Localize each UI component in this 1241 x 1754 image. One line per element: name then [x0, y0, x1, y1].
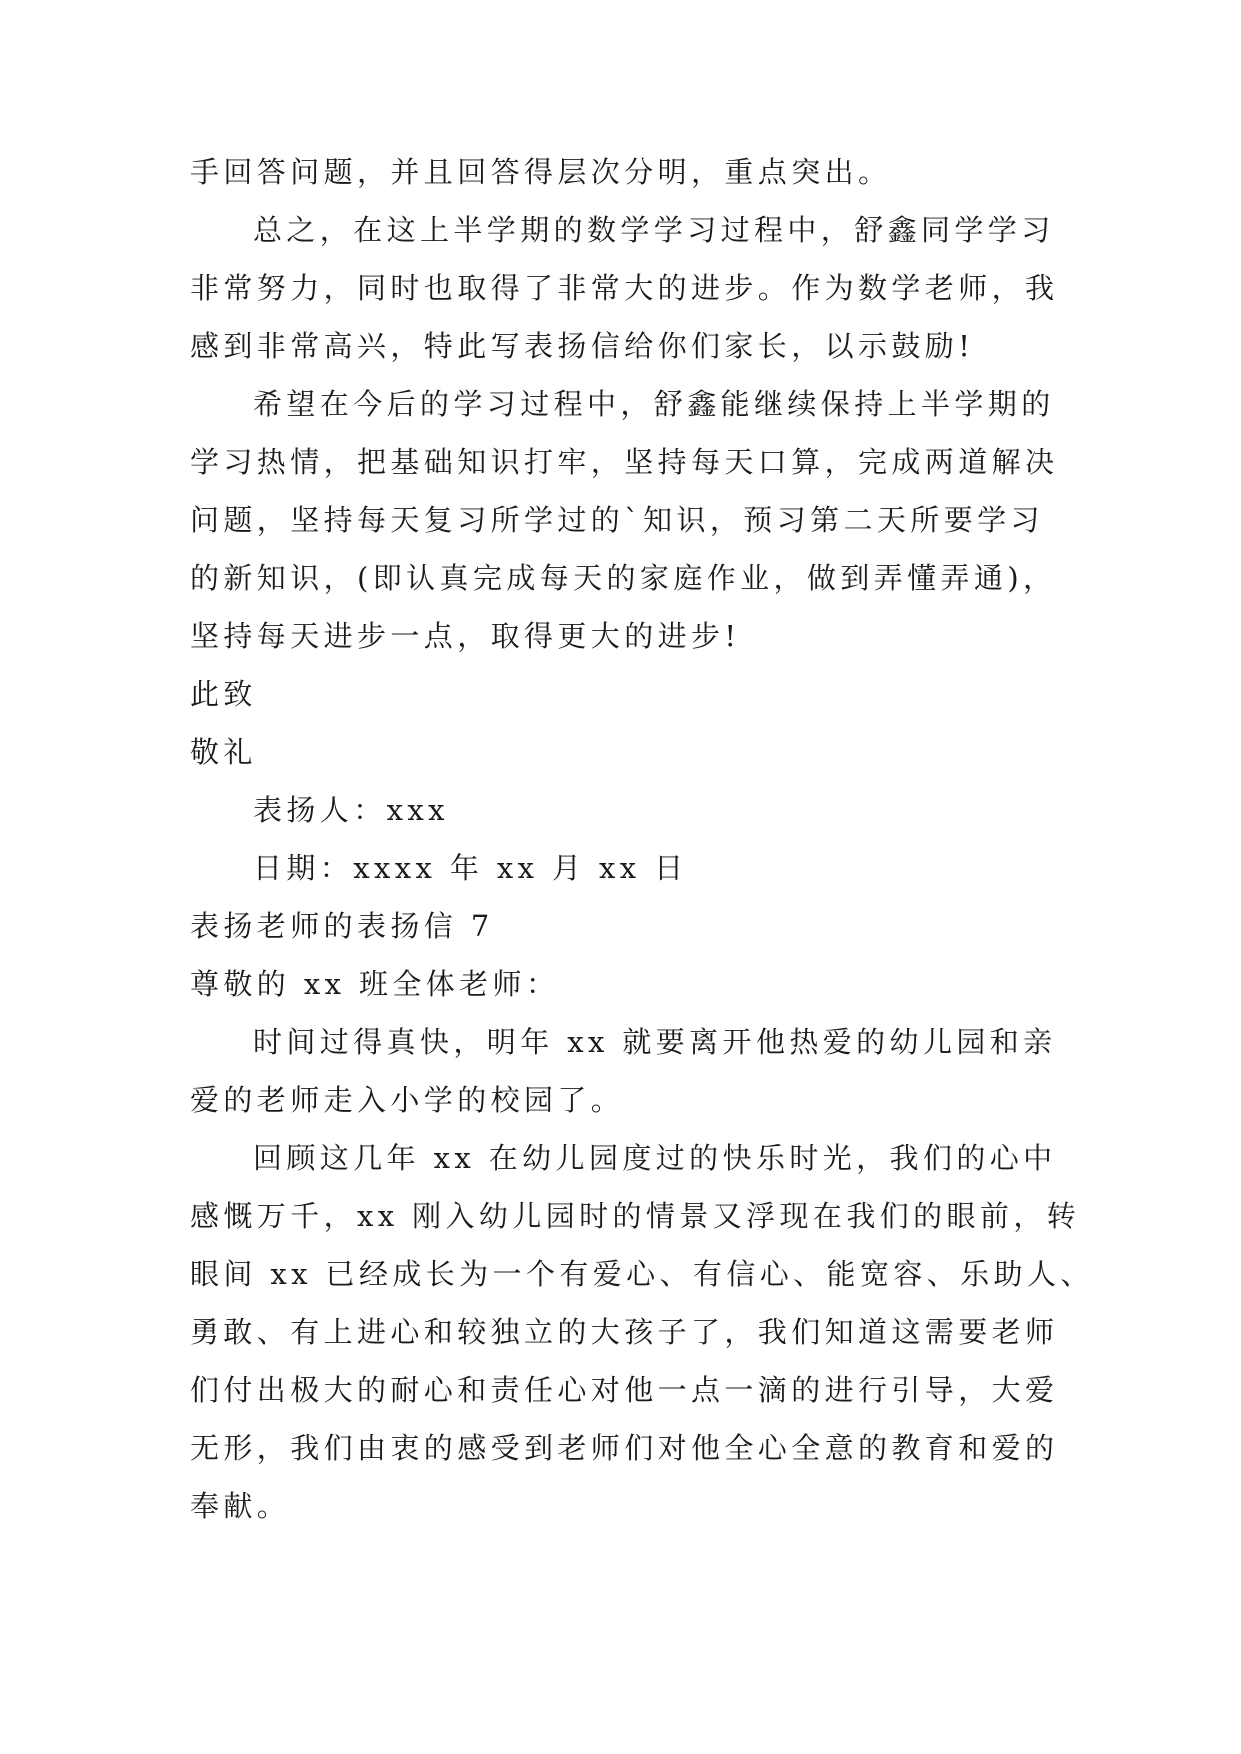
signer-line: 表扬人：xxx [253, 793, 449, 827]
text-line: 勇敢、有上进心和较独立的大孩子了，我们知道这需要老师 [190, 1315, 1059, 1349]
text-line: 希望在今后的学习过程中，舒鑫能继续保持上半学期的 [253, 387, 1055, 421]
text-line: 眼间 xx 已经成长为一个有爱心、有信心、能宽容、乐助人、 [190, 1257, 1094, 1291]
text-line: 感到非常高兴，特此写表扬信给你们家长，以示鼓励! [190, 329, 975, 363]
date-line: 日期：xxxx 年 xx 月 xx 日 [253, 851, 688, 885]
text-line: 奉献。 [190, 1489, 291, 1523]
text-line: 们付出极大的耐心和责任心对他一点一滴的进行引导，大爱 [190, 1373, 1059, 1407]
text-line: 感慨万千，xx 刚入幼儿园时的情景又浮现在我们的眼前，转 [190, 1199, 1081, 1233]
closing-salutation: 此致 [190, 677, 257, 711]
text-line: 回顾这几年 xx 在幼儿园度过的快乐时光，我们的心中 [253, 1141, 1057, 1175]
salutation: 尊敬的 xx 班全体老师： [190, 967, 560, 1001]
text-line: 的新知识，(即认真完成每天的家庭作业，做到弄懂弄通)， [190, 561, 1057, 595]
text-line: 时间过得真快，明年 xx 就要离开他热爱的幼儿园和亲 [253, 1025, 1057, 1059]
section-title: 表扬老师的表扬信 7 [190, 909, 494, 943]
closing-regards: 敬礼 [190, 735, 257, 769]
text-line: 问题，坚持每天复习所学过的`知识，预习第二天所要学习 [190, 503, 1044, 537]
text-line: 非常努力，同时也取得了非常大的进步。作为数学老师，我 [190, 271, 1059, 305]
text-line: 手回答问题，并且回答得层次分明，重点突出。 [190, 155, 892, 189]
text-line: 无形，我们由衷的感受到老师们对他全心全意的教育和爱的 [190, 1431, 1059, 1465]
text-line: 总之，在这上半学期的数学学习过程中，舒鑫同学学习 [253, 213, 1055, 247]
text-line: 爱的老师走入小学的校园了。 [190, 1083, 625, 1117]
text-line: 学习热情，把基础知识打牢，坚持每天口算，完成两道解决 [190, 445, 1059, 479]
text-line: 坚持每天进步一点，取得更大的进步! [190, 619, 741, 653]
